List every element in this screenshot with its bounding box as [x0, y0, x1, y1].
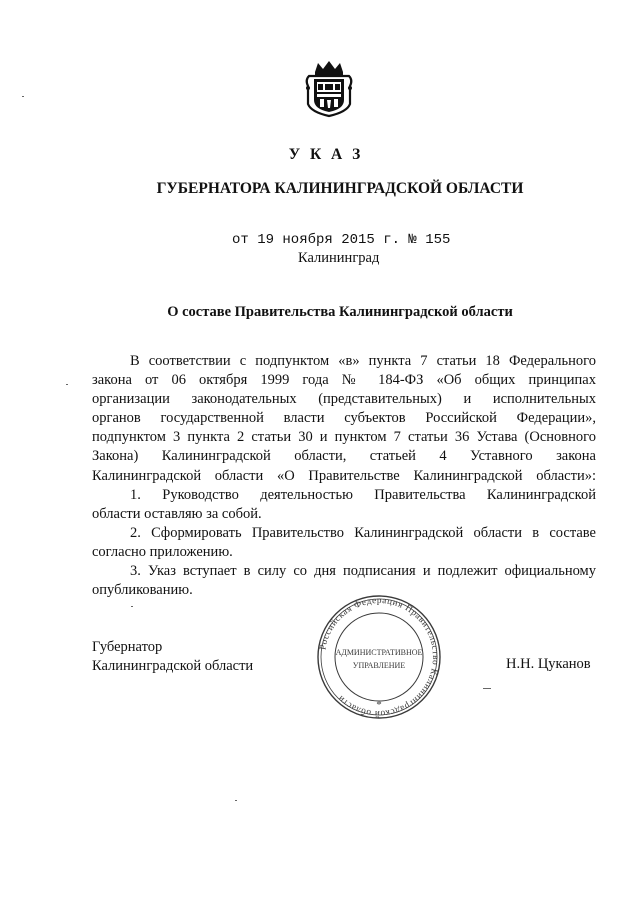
seal-outer-text: Российская Федерация Правительство Калининградской области [317, 594, 442, 720]
document-title: У К А З [288, 146, 364, 163]
body-line: Калининградской области «О Правительстве Калининградской области»: [92, 467, 596, 484]
scan-speck [66, 384, 68, 385]
signatory-position-line2: Калининградской области [92, 658, 254, 674]
body-line: 3. Указ вступает в силу со дня подписания и подлежит официальному [130, 563, 596, 580]
body-line: согласно приложению. [92, 543, 233, 560]
official-seal-stamp [315, 593, 443, 721]
scan-speck [483, 688, 491, 689]
scan-speck [235, 800, 237, 801]
document-issuer: ГУБЕРНАТОРА КАЛИНИНГРАДСКОЙ ОБЛАСТИ [156, 180, 524, 197]
document-date-number: от 19 ноября 2015 г. № 155 [232, 232, 451, 248]
body-line: органов государственной власти субъектов Российской Федерации», [92, 410, 596, 427]
body-line: В соответствии с подпунктом «в» пункта 7 статьи 18 Федерального [130, 353, 596, 369]
signatory-name: Н.Н. Цуканов [506, 656, 591, 672]
seal-center-line1: АДМИНИСТРАТИВНОЕ [335, 648, 423, 657]
body-line: Закона) Калининградской области, статьей 4 Уставного закона [92, 448, 596, 465]
seal-star: * [376, 699, 382, 711]
seal-center-line2: УПРАВЛЕНИЕ [352, 661, 406, 670]
body-line: подпунктом 3 пункта 2 статьи 30 и пунктом 7 статьи 36 Устава (Основного [92, 429, 596, 446]
document-city: Калининград [298, 250, 380, 266]
scan-speck [131, 606, 133, 607]
scan-speck [22, 96, 24, 97]
coat-of-arms-icon [303, 58, 355, 118]
body-line: опубликованию. [92, 582, 193, 599]
body-line: организации законодательных (представительных) и исполнительных [92, 391, 596, 408]
body-line: области оставляю за собой. [92, 505, 262, 522]
document-body [92, 352, 596, 600]
body-line: закона от 06 октября 1999 года № 184-ФЗ «Об общих принципах [92, 372, 596, 389]
body-line: 2. Сформировать Правительство Калининградской области в составе [130, 524, 596, 541]
signatory-position-line1: Губернатор [92, 639, 163, 655]
signatory-position [92, 638, 253, 676]
document-heading: О составе Правительства Калининградской области [167, 304, 513, 320]
body-line: 1. Руководство деятельностью Правительства Калининградской [130, 486, 596, 503]
